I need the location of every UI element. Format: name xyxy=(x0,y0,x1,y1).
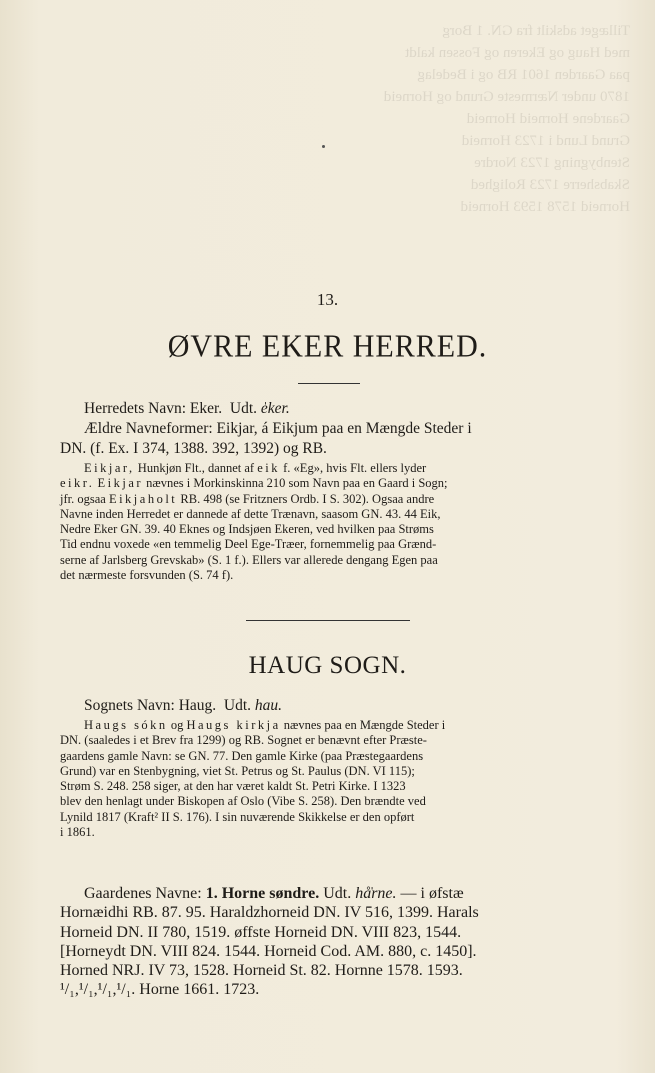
note-text: RB. 498 (se Fritzners Ordb. I S. 302). Ogsaa andre xyxy=(177,491,435,506)
note-text: jfr. ogsaa xyxy=(60,491,109,506)
sogn-title: HAUG SOGN. xyxy=(248,652,407,679)
sogn-note-line: i 1861. xyxy=(60,825,95,840)
farm-entry-line: Hornæidhi RB. 87. 95. Haraldzhorneid DN. IV 516, 1399. Harals xyxy=(60,904,479,922)
bleed-line: Gaardene Horneid Horneid xyxy=(466,111,630,127)
pronunciation-value: e̍ker. xyxy=(260,400,290,417)
sogn-name-paragraph xyxy=(60,696,590,716)
sogn-note-line: Strøm S. 248. 258 siger, at den har været kaldt St. Petri Kirke. I 1323 xyxy=(60,779,406,794)
note-text: nævnes i Morkinskinna 210 som Navn paa en Gaard i Sogn; xyxy=(143,476,448,491)
farm-entry-line: ¹/₁,¹/₁,¹/₁,¹/₁. Horne 1661. 1723. xyxy=(60,981,260,999)
page-number: 13. xyxy=(316,290,339,309)
older-name-forms-cont: DN. (f. Ex. I 374, 1388. 392, 1392) og RB. xyxy=(60,440,327,457)
page-title: ØVRE EKER HERRED. xyxy=(167,329,488,364)
herred-note-line: Navne inden Herredet er dannede af dette Trænavn, saasom GN. 43. 44 Eik, xyxy=(60,506,441,521)
bleed-line: Grund Lund i 1723 Horneid xyxy=(461,133,630,149)
farm-names-label: Gaardenes Navne: xyxy=(84,885,202,902)
sogn-note-line: Grund) var en Stenbygning, viet St. Petrus og St. Paulus (DN. VI 115); xyxy=(60,763,415,778)
spaced-term: Haugs sókn xyxy=(84,718,168,732)
title-divider xyxy=(298,383,360,384)
herred-note-line: det nærmeste forsvunden (S. 74 f). xyxy=(60,568,234,583)
herred-note xyxy=(60,461,590,583)
herred-note-line: Nedre Eker GN. 39. 40 Eknes og Indsjøen Ekeren, ved hvilken paa Strøms xyxy=(60,522,434,537)
bleed-line: Stenbygning 1723 Nordre xyxy=(474,155,630,171)
section-divider xyxy=(246,620,410,621)
sogn-name-line xyxy=(60,696,590,716)
spaced-term: eikr. xyxy=(60,476,95,491)
farm-number: 1. xyxy=(205,885,218,902)
sogn-name-label: Sognets Navn: xyxy=(84,697,175,714)
pronunciation-value: hau. xyxy=(254,697,283,714)
bleed-through-text xyxy=(300,20,630,260)
herred-note-line xyxy=(60,492,590,507)
bleed-line: Tillæget adskilt fra GN. 1 Borg xyxy=(442,23,630,39)
herred-note-line: serne af Jarlsberg Grevskab» (S. 1 f.). Ellers var allerede dengang Egen paa xyxy=(60,552,438,567)
spaced-term: Eikjar, xyxy=(84,461,135,475)
sogn-note-line: Lynild 1817 (Kraft² II S. 176). I sin nuværende Skikkelse er den opført xyxy=(60,809,415,824)
sogn-name-value: Haug. xyxy=(178,697,217,714)
herred-name-label: Herredets Navn: xyxy=(84,400,186,417)
bleed-line: Skabsherre 1723 Rolighed xyxy=(470,177,630,193)
farm-entry xyxy=(60,884,590,1000)
note-text: Hunkjøn Flt., dannet af xyxy=(134,461,258,475)
farm-entry-line: [Horneydt DN. VIII 824. 1544. Horneid Cod. AM. 880, c. 1450]. xyxy=(60,942,477,960)
farm-entry-line xyxy=(60,884,590,903)
sogn-note-line: gaardens gamle Navn: se GN. 77. Den gamle Kirke (paa Præstegaardens xyxy=(60,748,424,763)
pronunciation-value: hå̍rne. xyxy=(355,885,397,902)
sogn-note-line: DN. (saaledes i et Brev fra 1299) og RB. Sognet er benævnt efter Præste- xyxy=(60,733,427,748)
ink-speck xyxy=(322,145,325,148)
herred-note-line xyxy=(60,461,590,476)
pronunciation-label: Udt. xyxy=(223,697,252,714)
sogn-note-line: blev den henlagt under Biskopen af Oslo (Vibe S. 258). Den brændte ved xyxy=(60,794,426,809)
pronunciation-label: Udt. xyxy=(229,400,258,417)
herred-name-line xyxy=(60,399,590,419)
note-text: nævnes paa en Mængde Steder i xyxy=(280,718,446,732)
sogn-note-line xyxy=(60,718,590,733)
spaced-term: Eikjaholt xyxy=(108,491,178,506)
farm-entry-line: Horned NRJ. IV 73, 1528. Horneid St. 82. Hornne 1578. 1593. xyxy=(60,962,463,980)
note-text: f. «Eg», hvis Flt. ellers lyder xyxy=(280,461,427,475)
farm-name: Horne søndre. xyxy=(221,885,320,902)
herred-name-paragraph xyxy=(60,399,590,459)
bleed-line: med Haug og Ekeren og Fossen kaldt xyxy=(405,45,630,61)
pronunciation-label: Udt. xyxy=(323,885,352,902)
farm-entry-line: Horneid DN. II 780, 1519. øffste Horneid DN. VIII 823, 1544. xyxy=(60,923,462,941)
spaced-term: Haugs kirkja xyxy=(186,718,281,732)
note-text: og xyxy=(167,718,187,732)
spaced-term: eik xyxy=(257,461,281,475)
bleed-line: paa Gaarden 1601 RB og i Bedelag xyxy=(417,67,630,83)
herred-note-line xyxy=(60,476,590,491)
sogn-note xyxy=(60,718,590,840)
herred-note-line: Tid endnu voxede «en temmelig Deel Ege-Træer, fornemmelig paa Grænd- xyxy=(60,537,437,552)
herred-name-value: Eker. xyxy=(189,400,223,417)
bleed-line: Horneid 1578 1593 Horneid xyxy=(460,199,630,215)
older-name-forms: Ældre Navneformer: Eikjar, á Eikjum paa en Mængde Steder i xyxy=(84,420,472,437)
farm-entry-text: — i øfstæ xyxy=(396,885,464,902)
spaced-term: Eikjar xyxy=(97,476,144,491)
bleed-line: 1870 under Nærmeste Grund og Horneid xyxy=(383,89,630,105)
